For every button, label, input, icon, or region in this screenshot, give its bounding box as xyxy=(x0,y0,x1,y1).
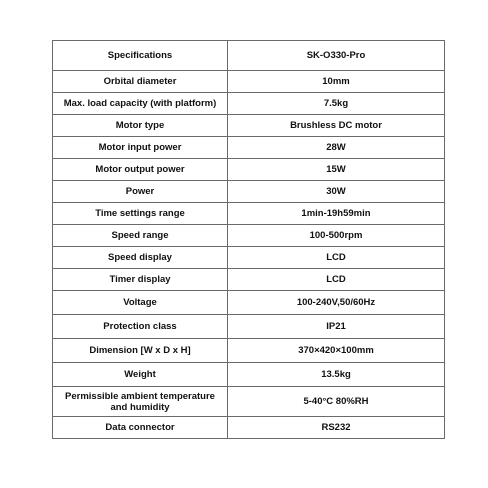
spec-value: 28W xyxy=(228,137,445,159)
spec-value: 30W xyxy=(228,181,445,203)
table-row xyxy=(53,363,445,387)
table-row xyxy=(53,269,445,291)
spec-value: LCD xyxy=(228,247,445,269)
spec-label: Voltage xyxy=(53,291,228,315)
spec-value: 1min-19h59min xyxy=(228,203,445,225)
table-row xyxy=(53,115,445,137)
spec-value: 100-240V,50/60Hz xyxy=(228,291,445,315)
spec-label: Motor type xyxy=(53,115,228,137)
spec-value: Brushless DC motor xyxy=(228,115,445,137)
spec-value: 15W xyxy=(228,159,445,181)
spec-label: Dimension [W x D x H] xyxy=(53,339,228,363)
table-row xyxy=(53,225,445,247)
spec-label: Timer display xyxy=(53,269,228,291)
spec-label: Max. load capacity (with platform) xyxy=(53,93,228,115)
spec-label: Motor output power xyxy=(53,159,228,181)
spec-value: 10mm xyxy=(228,71,445,93)
spec-table-container xyxy=(52,40,444,439)
table-row xyxy=(53,159,445,181)
spec-label: Time settings range xyxy=(53,203,228,225)
spec-value: 13.5kg xyxy=(228,363,445,387)
table-row xyxy=(53,291,445,315)
spec-value: RS232 xyxy=(228,417,445,439)
header-label-cell: Specifications xyxy=(53,41,228,71)
table-row xyxy=(53,71,445,93)
header-model-cell: SK-O330-Pro xyxy=(228,41,445,71)
spec-label: Data connector xyxy=(53,417,228,439)
spec-label: Weight xyxy=(53,363,228,387)
spec-label: Speed range xyxy=(53,225,228,247)
table-row xyxy=(53,93,445,115)
table-row xyxy=(53,137,445,159)
spec-label: Power xyxy=(53,181,228,203)
table-row xyxy=(53,181,445,203)
table-row xyxy=(53,247,445,269)
table-row xyxy=(53,203,445,225)
spec-value: LCD xyxy=(228,269,445,291)
spec-label: Motor input power xyxy=(53,137,228,159)
table-row xyxy=(53,387,445,417)
spec-value: 7.5kg xyxy=(228,93,445,115)
spec-label: Protection class xyxy=(53,315,228,339)
spec-label: Orbital diameter xyxy=(53,71,228,93)
specifications-table xyxy=(52,40,445,439)
table-row xyxy=(53,417,445,439)
spec-value: 5-40°C 80%RH xyxy=(228,387,445,417)
table-row xyxy=(53,315,445,339)
spec-value: IP21 xyxy=(228,315,445,339)
spec-label: Speed display xyxy=(53,247,228,269)
spec-label: Permissible ambient temperature and humidity xyxy=(53,387,228,417)
spec-value: 370×420×100mm xyxy=(228,339,445,363)
table-row xyxy=(53,339,445,363)
spec-value: 100-500rpm xyxy=(228,225,445,247)
table-header-row xyxy=(53,41,445,71)
